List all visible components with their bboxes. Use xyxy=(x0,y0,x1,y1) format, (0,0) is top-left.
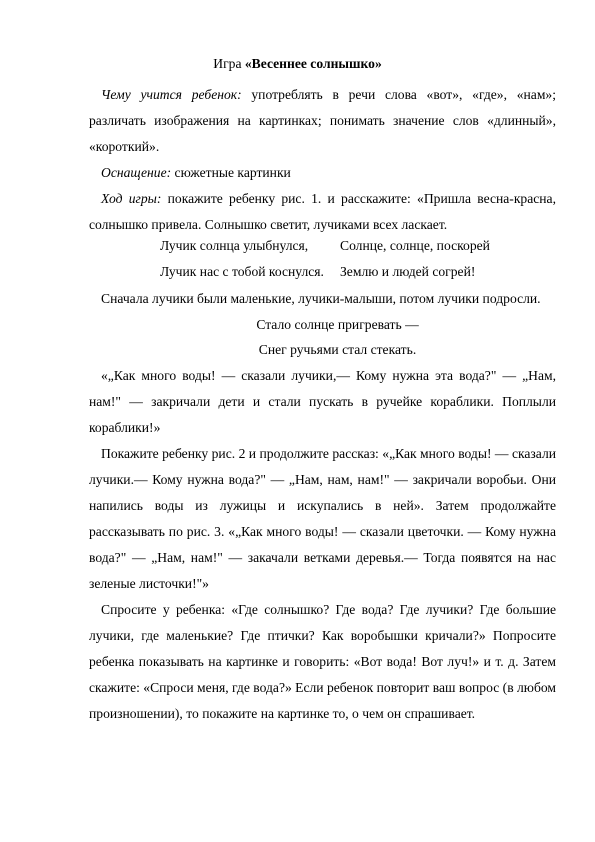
title-prefix: Игра xyxy=(213,56,245,71)
game-course-paragraph xyxy=(89,186,556,238)
poem-line-2-left: Лучик нас с тобой коснулся. xyxy=(160,264,324,279)
poem-line-1-right: Солнце, солнце, поскорей xyxy=(340,238,490,253)
goal-label: Чему учится ребенок: xyxy=(101,87,242,102)
equipment-paragraph xyxy=(89,160,556,186)
verse-line-1: Стало солнце пригревать — xyxy=(256,317,419,332)
title-name: «Весеннее солнышко» xyxy=(244,56,382,71)
questions-paragraph: Спросите у ребенка: «Где солнышко? Где вода? Где лучики? Где большие лучики, где маленькие? Где птички? Как воробышки кричали?» Попросите ребенка показывать на картинке и говорить: «Вот вода! Вот луч!» и т. д. Затем скажите: «Спроси меня, где вода?» Если ребенок повторит ваш вопрос (в любом произношении), то покажите на картинке то, о чем он спрашивает. xyxy=(89,602,557,721)
equipment-label: Оснащение: xyxy=(101,165,172,180)
sparrows-paragraph: Покажите ребенку рис. 2 и продолжите рассказ: «„Как много воды! — сказали лучики.— Кому нужна вода?" — „Нам, нам, нам!" — закричали воробьи. Они напились воды из лужицы и искупались в ней». Затем продолжайте рассказывать по рис. 3. «„Как много воды! — сказали цветочки. — Кому нужна вода?" — „Нам, нам!" — закачали ветками деревья.— Тогда появятся на нас зеленые листочки!"» xyxy=(89,446,556,591)
document-title xyxy=(0,54,595,74)
equipment-text: сюжетные картинки xyxy=(171,165,291,180)
poem-line-2-right: Землю и людей согрей! xyxy=(340,264,476,279)
goal-text: употреблять в речи слова «вот», «где», «нам»; различать изображения на картинках; понимать значение слов «длинный», «короткий». xyxy=(89,87,557,154)
boats-paragraph: «„Как много воды! — сказали лучики,— Кому нужна эта вода?" — „Нам, нам!" — закричали дети и стали пускать в ручейке кораблики. Поплыли кораблики!» xyxy=(89,368,556,435)
goal-paragraph xyxy=(89,82,556,160)
game-course-text: покажите ребенку рис. 1. и расскажите: «Пришла весна-красна, солнышко привела. Солнышко светит, лучиками всех ласкает. xyxy=(89,191,556,232)
poem-line-1-left: Лучик солнца улыбнулся, xyxy=(160,238,309,253)
game-course-label: Ход игры: xyxy=(101,191,162,206)
verse-line-2: Снег ручьями стал стекать. xyxy=(258,342,417,357)
rays-paragraph: Сначала лучики были маленькие, лучики-малыши, потом лучики подросли. xyxy=(101,291,541,306)
